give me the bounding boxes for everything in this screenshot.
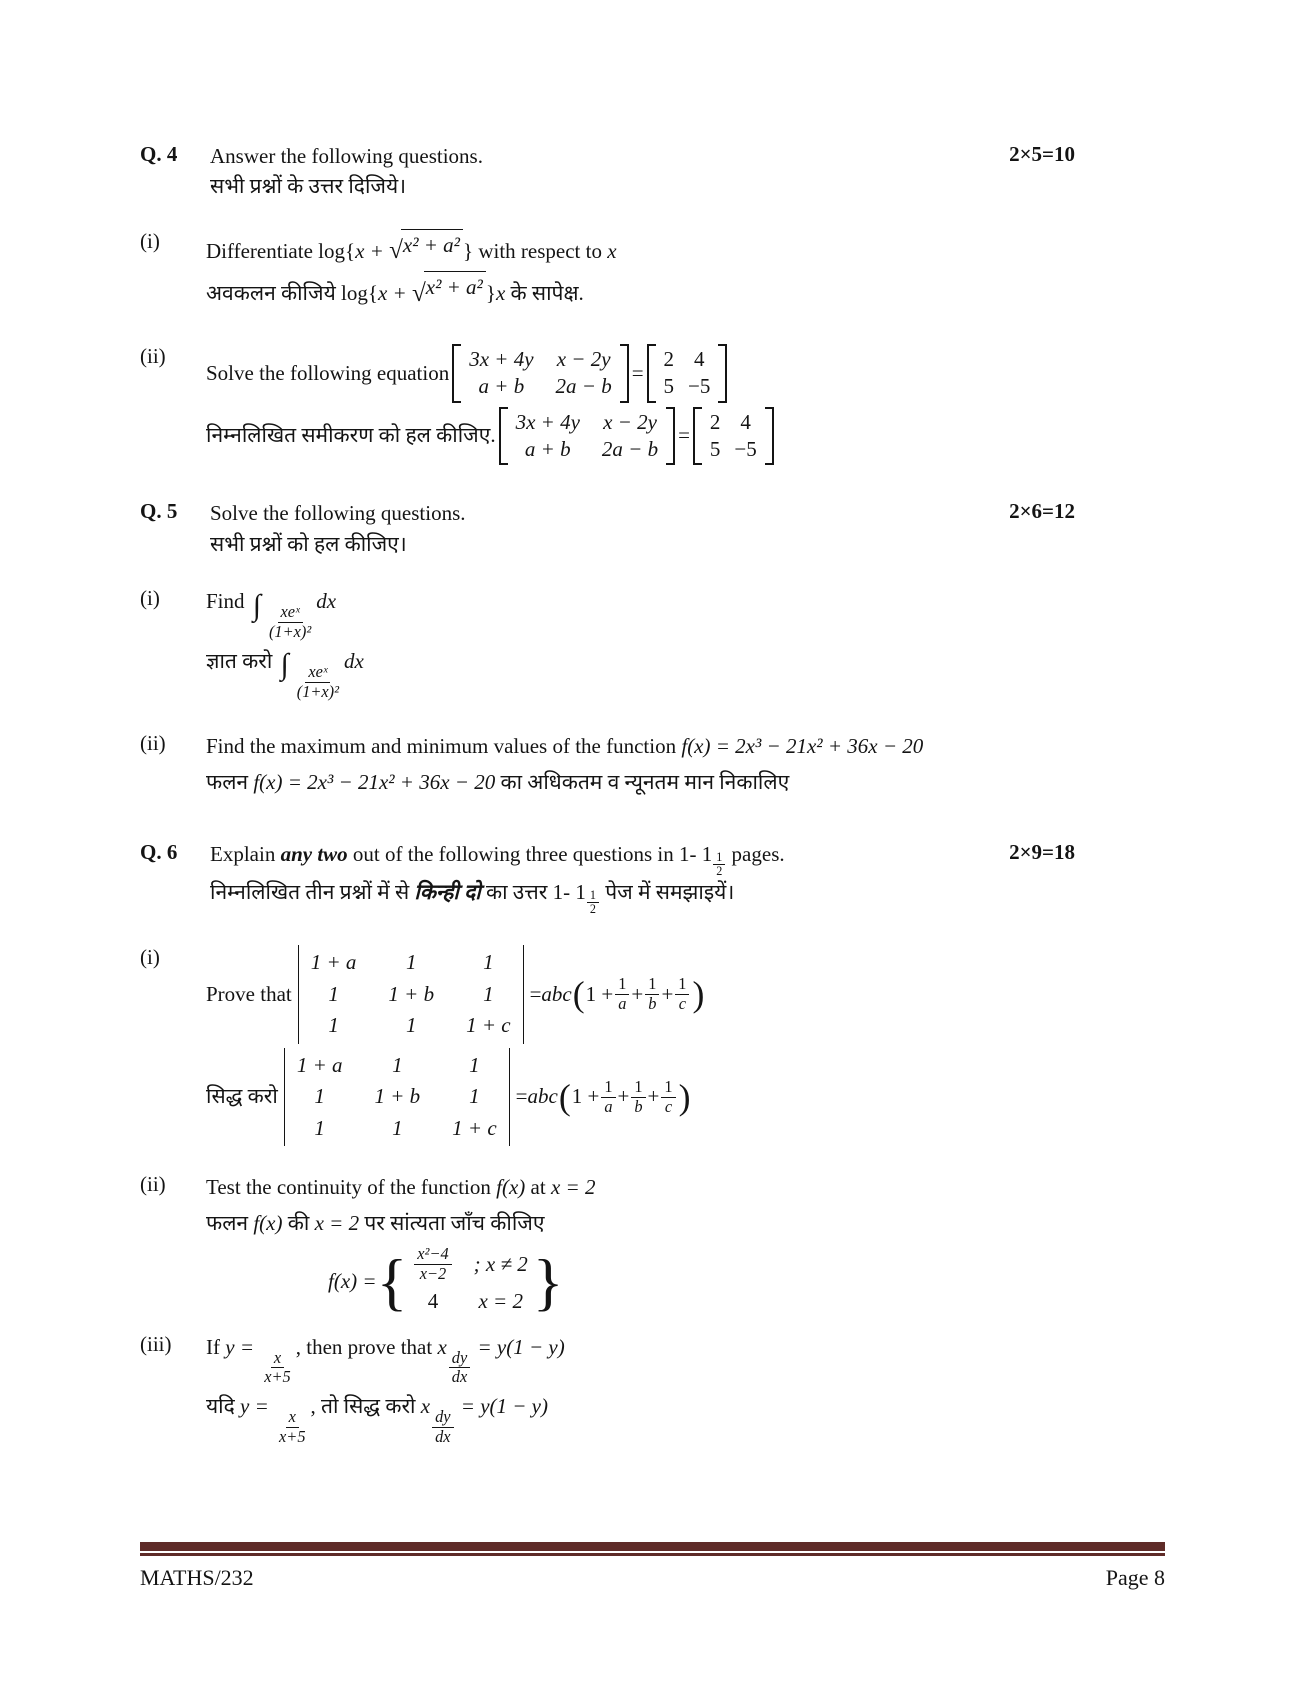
q6-ii-hi-text: फलन [206,1210,254,1235]
det-cell: 1 + b [388,981,435,1006]
integral-sign-icon: ∫ [280,648,289,682]
plus-sign: + [661,981,674,1006]
question-6 [140,840,1075,1446]
fraction [414,1245,451,1284]
q5-ii-hi-line [206,767,1075,799]
matrix-cell: 2 [709,409,721,434]
matrix-cell: a + b [524,436,571,461]
q4-i-hi-line [206,271,1075,310]
q5-i-hi-line [206,646,1075,702]
q4-i-en-text: Differentiate [206,238,319,263]
fraction-denominator: dx [435,1427,451,1447]
q6-iii-label: (iii) [140,1331,172,1356]
x-term: x [420,1394,431,1419]
q6-en-pre: Explain [210,842,281,867]
question-5 [140,499,1075,798]
matrix-grid [656,344,719,403]
fraction-numerator: 1 [675,975,689,995]
fraction-denominator: a [618,994,627,1014]
radical-sign-icon: √ [389,236,403,264]
one-plus: 1 + [585,981,614,1006]
pw-condition-bottom: x = 2 [478,1289,523,1314]
x-term: x [437,1334,447,1359]
equals-sign: = [515,1084,528,1109]
open-brace: { [376,1245,408,1317]
q4-i-hi-var: x [495,281,506,306]
equals-sign: = [529,981,542,1006]
q6-iii-hi-mid: , तो सिद्ध करो [310,1394,421,1419]
q4-title [210,142,1009,203]
q6-iii-hi-line [206,1391,1075,1447]
q6-ii-hi-line [206,1208,1075,1240]
q6-title-en [210,840,1009,877]
q6-i-hi-line [206,1048,1075,1147]
plus-sign: + [617,1084,630,1109]
q4-number: Q. 4 [140,142,178,166]
det-cell: 1 [483,950,494,975]
fraction-numerator: 1 [661,1078,675,1098]
fraction [645,975,659,1014]
integral-sign-icon: ∫ [252,588,261,622]
q6-item-i [140,945,1075,1146]
abc-term: abc [541,981,572,1006]
q4-title-hi: सभी प्रश्नों के उत्तर दिजिये। [210,174,407,199]
q5-heading [140,499,1075,560]
q4-i-hi-after: के सापेक्ष. [505,281,584,306]
q4-i-label: (i) [140,228,160,253]
log-open: log{ [318,238,356,263]
q4-title-en: Answer the following questions. [210,144,483,168]
q6-item-iii [140,1332,1075,1447]
q4-i-hi-text: अवकलन कीजिये [206,281,342,306]
fraction-denominator: b [634,1096,643,1116]
close-paren: ) [692,974,705,1015]
q5-title-hi: सभी प्रश्नों को हल कीजिए। [210,531,407,556]
q6-iii-rhs: = y(1 − y) [455,1394,549,1419]
q6-en-post: pages. [726,842,785,867]
q4-ii-en-line [206,344,1075,403]
q5-i-body [206,586,1075,701]
det-cell: 1 + a [310,950,357,975]
q6-title [210,840,1009,915]
fraction-denominator: x+5 [279,1427,306,1447]
det-cell: 1 + c [466,1013,511,1038]
determinant [298,945,524,1044]
matrix-grid [702,407,765,466]
q4-item-i [140,229,1075,310]
dx-term: dx [316,589,337,614]
matrix-rhs [647,344,728,403]
footer-rule-thick [140,1542,1165,1551]
pre-radical: x + [377,281,412,306]
matrix-cell: 3x + 4y [469,347,534,372]
matrix-cell: 4 [693,347,705,372]
fraction-numerator: 1 [713,851,725,865]
open-paren: ( [558,1076,571,1117]
det-cell: 1 [469,1084,480,1109]
pw-value-bottom: 4 [427,1289,439,1314]
open-paren: ( [572,974,585,1015]
brace-close: } [462,238,474,263]
det-cell: 1 [483,981,494,1006]
fraction-numerator: 1 [587,889,599,903]
matrix-cell: 2 [663,347,675,372]
q6-ii-label: (ii) [140,1172,166,1197]
left-bracket [693,407,702,466]
one-plus: 1 + [571,1084,600,1109]
q5-i-en-text: Find [206,589,250,614]
pw-lhs: f(x) = [328,1268,377,1293]
log-open: log{ [341,281,378,306]
q4-ii-en-text: Solve the following equation [206,360,450,385]
fraction-denominator: (1+x)² [268,621,312,641]
q6-hi-post: पेज में समझाइयें। [599,880,735,905]
radicand: x² + a² [424,271,486,304]
equals-sign: = [678,423,690,448]
fraction-denominator: x+5 [264,1367,291,1387]
q5-marks: 2×6=12 [1009,499,1075,524]
page-number: Page 8 [1105,1565,1165,1590]
det-cell: 1 [392,1115,403,1140]
q5-title [210,499,1009,560]
q5-i-hi-text: ज्ञात करो [206,648,278,673]
fraction-denominator: (1+x)² [296,681,340,701]
det-cell: 1 [314,1115,325,1140]
matrix-lhs [499,407,675,466]
q6-ii-en-text: Test the continuity of the function [206,1175,497,1200]
matrix-cell: x − 2y [556,347,611,372]
q4-i-en-line [206,229,1075,268]
q6-hi-emphasis: किन्ही दो [414,880,481,905]
fraction [601,1078,615,1117]
fraction-denominator: c [678,994,687,1014]
q5-i-label: (i) [140,586,160,611]
close-paren: ) [678,1076,691,1117]
left-bracket [499,407,508,466]
q6-ii-hi-mid: की [282,1210,315,1235]
matrix-cell: x − 2y [603,409,657,434]
page-footer [140,1542,1165,1591]
fraction [675,975,689,1014]
equals-sign: = [631,360,644,385]
matrix-cell: −5 [688,374,711,399]
fraction [631,1078,645,1117]
q4-i-en-var: x [607,238,617,263]
q5-ii-body [206,731,1075,798]
q4-i-body [206,229,1075,310]
q5-i-en-line [206,586,1075,642]
fraction-numerator: 1 [601,1078,615,1098]
left-bracket [647,344,656,403]
fraction [294,663,342,702]
derivative-fraction [449,1349,470,1388]
determinant [284,1048,510,1147]
q5-ii-hi-text: फलन [206,769,254,794]
abc-term: abc [527,1084,558,1109]
radical-expression [411,271,486,307]
derivative-fraction [432,1408,453,1447]
fraction-numerator: x²−4 [414,1245,451,1265]
q5-item-i [140,586,1075,701]
fraction [276,1408,308,1447]
fraction-numerator: 1 [631,1078,645,1098]
fx-term: f(x) [496,1175,526,1200]
radical-sign-icon: √ [411,279,426,307]
q6-iii-en-line [206,1332,1075,1388]
fraction-denominator: 2 [589,901,596,916]
q5-ii-en-text: Find the maximum and minimum values of the function [206,734,682,759]
q4-ii-body [206,344,1075,465]
x-equals-2: x = 2 [314,1210,360,1235]
dx-term: dx [344,648,364,673]
q6-iii-body [206,1332,1075,1447]
q6-en-mid: out of the following three questions in 1- 1 [347,842,713,867]
q6-i-en-text: Prove that [206,981,292,1006]
q6-hi-pre: निम्नलिखित तीन प्रश्नों में से [210,880,415,905]
q6-iii-en-text: If [206,1334,226,1359]
fraction-denominator: x−2 [419,1264,447,1284]
footer-rule-thin [140,1553,1165,1556]
q6-item-ii [140,1172,1075,1317]
q5-ii-function: f(x) = 2x³ − 21x² + 36x − 20 [681,734,924,759]
matrix-cell: a + b [478,374,525,399]
fraction-numerator: 1 [615,975,629,995]
matrix-cell: 4 [740,409,751,434]
footer-text-row [140,1565,1165,1591]
q5-ii-hi-after: का अधिकतम व न्यूनतम मान निकालिए [495,769,790,794]
question-area [140,142,1075,1447]
matrix-cell: 5 [663,374,675,399]
right-bracket [666,407,675,466]
q6-ii-hi-after: पर सांत्यता जाँच कीजिए [359,1210,545,1235]
fraction-numerator: xeˣ [305,663,330,683]
matrix-lhs [452,344,628,403]
q5-ii-label: (ii) [140,731,166,756]
q6-number: Q. 6 [140,840,178,865]
q6-en-emphasis: any two [280,842,348,867]
q6-title-hi [210,877,1009,915]
fraction-denominator: dx [451,1367,468,1387]
left-bracket [452,344,461,403]
det-cell: 1 + b [374,1084,421,1109]
half-fraction [713,851,725,878]
pw-condition-top: ; x ≠ 2 [473,1252,528,1277]
q5-title-en: Solve the following questions. [210,501,466,526]
x-equals-2: x = 2 [550,1175,596,1200]
fraction [266,603,314,642]
q6-iii-hi-text: यदि [206,1394,241,1419]
fraction [661,1078,675,1117]
fraction-numerator: 1 [645,975,659,995]
q6-i-hi-text: सिद्ध करो [206,1084,278,1109]
q6-hi-mid: का उत्तर 1- 1 [480,880,586,905]
right-bracket [718,344,727,403]
det-cell: 1 [328,981,339,1006]
q4-ii-hi-text: निम्नलिखित समीकरण को हल कीजिए. [206,423,496,448]
fraction-denominator: a [604,1096,613,1116]
matrix-cell: 3x + 4y [515,409,580,434]
q6-marks: 2×9=18 [1009,840,1075,865]
plus-sign: + [631,981,644,1006]
matrix-cell: 2a − b [555,374,612,399]
det-cell: 1 [405,1013,417,1038]
fraction-denominator: 2 [716,863,723,878]
fraction-numerator: dy [432,1408,453,1428]
matrix-grid [508,407,666,466]
q5-ii-function: f(x) = 2x³ − 21x² + 36x − 20 [253,769,496,794]
q6-iii-en-mid: , then prove that [295,1334,438,1359]
fraction-denominator: b [648,994,657,1014]
pw-grid [412,1245,527,1317]
matrix-cell: −5 [734,436,757,461]
brace-close: } [485,281,496,306]
det-cell: 1 [314,1084,325,1109]
det-cell: 1 [328,1013,339,1038]
q4-heading [140,142,1075,203]
q5-item-ii [140,731,1075,798]
right-bracket [620,344,629,403]
q6-ii-en-line [206,1172,1075,1204]
det-cell: 1 + a [296,1052,343,1077]
q4-ii-label: (ii) [140,344,166,369]
matrix-cell: 2a − b [601,436,659,461]
plus-sign: + [647,1084,660,1109]
det-cell: 1 + c [452,1115,497,1140]
matrix-grid [461,344,619,403]
fraction [615,975,629,1014]
radicand: x² + a² [401,229,463,262]
q6-i-en-line [206,945,1075,1044]
det-cell: 1 [469,1052,480,1077]
q6-ii-body [206,1172,1075,1317]
fraction-denominator: c [664,1096,673,1116]
q6-ii-en-mid: at [525,1175,551,1200]
y-equals: y = [240,1394,275,1419]
right-bracket [765,407,774,466]
det-cell: 1 [392,1052,403,1077]
q5-ii-en-line [206,731,1075,763]
det-cell: 1 [405,950,417,975]
matrix-rhs [693,407,774,466]
close-brace: } [532,1245,564,1317]
fraction-numerator: dy [449,1349,470,1369]
q6-i-label: (i) [140,945,160,970]
fraction-numerator: x [271,1349,284,1369]
q4-ii-hi-line [206,407,1075,466]
y-equals: y = [225,1334,260,1359]
half-fraction [587,889,599,916]
fraction [261,1349,293,1388]
q6-heading [140,840,1075,915]
fx-term: f(x) [253,1210,283,1235]
pre-radical: x + [355,238,390,263]
q4-marks: 2×5=10 [1009,142,1075,166]
paper-code: MATHS/232 [140,1565,254,1590]
question-4 [140,142,1075,465]
q5-number: Q. 5 [140,499,178,524]
q4-i-en-after: with respect to [473,238,608,263]
q6-iii-rhs: = y(1 − y) [472,1334,565,1359]
q4-item-ii [140,344,1075,465]
q6-i-body [206,945,1075,1146]
fraction-numerator: xeˣ [278,603,303,623]
fraction-numerator: x [286,1408,299,1428]
radical-expression [389,229,463,262]
piecewise-definition [328,1245,1075,1317]
matrix-cell: 5 [709,436,721,461]
